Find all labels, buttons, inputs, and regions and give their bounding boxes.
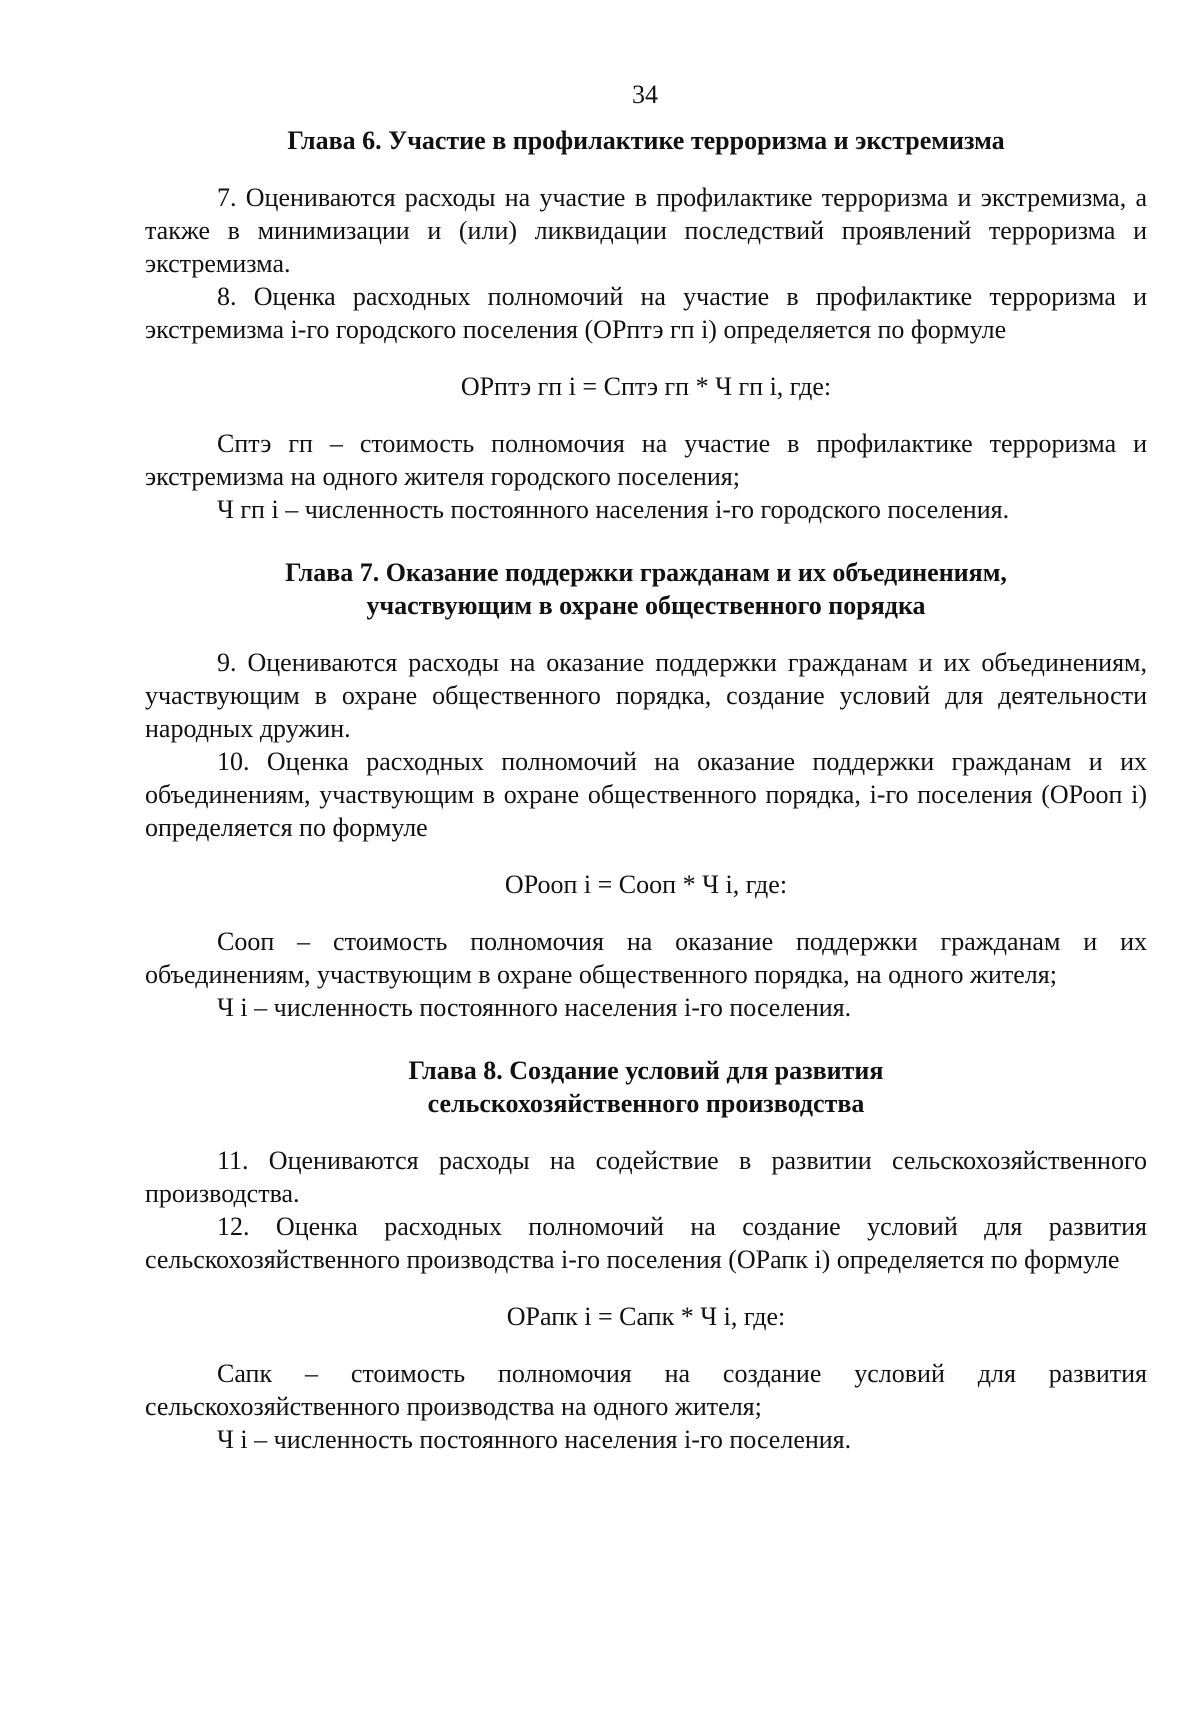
chapter-title	[145, 556, 1147, 622]
chapter-title-line: Глава 6. Участие в профилактике терроризма и экстремизма	[287, 126, 1005, 155]
chapter-8	[145, 1054, 1147, 1456]
chapter-title	[145, 1054, 1147, 1120]
paragraph-12: 12. Оценка расходных полномочий на создание условий для развития сельскохозяйственного производства i-го поселения (ОРапк i) определяется по формуле	[145, 1212, 1147, 1274]
chapter-title	[145, 124, 1147, 157]
chapter-7	[145, 556, 1147, 1024]
page-number: 34	[632, 80, 658, 109]
definition-paragraph: Ч гп i – численность постоянного населения i-го городского поселения.	[217, 495, 1010, 524]
definition-paragraph: Ч i – численность постоянного населения i-го поселения.	[217, 993, 852, 1022]
definition-paragraph: Ч i – численность постоянного населения i-го поселения.	[217, 1425, 852, 1454]
paragraph-11: 11. Оцениваются расходы на содействие в развитии сельскохозяйственного производства.	[145, 1146, 1147, 1208]
paragraph-9: 9. Оцениваются расходы на оказание поддержки гражданам и их объединениям, участвующим в охране общественного порядка, создание условий для деятельности народных дружин.	[145, 648, 1147, 743]
paragraph-7: 7. Оцениваются расходы на участие в профилактике терроризма и экстремизма, а также в минимизации и (или) ликвидации последствий проявлений терроризма и экстремизма.	[145, 183, 1147, 278]
chapter-title-line: Глава 8. Создание условий для развития	[408, 1056, 884, 1085]
chapter-title-line: сельскохозяйственного производства	[427, 1089, 865, 1118]
definition-paragraph: Сапк – стоимость полномочия на создание условий для развития сельскохозяйственного производства на одного жителя;	[145, 1359, 1147, 1421]
formula: ОРапк i = Сапк * Ч i, где:	[506, 1302, 786, 1331]
definition-paragraph: Сптэ гп – стоимость полномочия на участие в профилактике терроризма и экстремизма на одного жителя городского поселения;	[145, 429, 1147, 491]
chapter-title-line: Глава 7. Оказание поддержки гражданам и их объединениям,	[285, 558, 1007, 587]
paragraph-10: 10. Оценка расходных полномочий на оказание поддержки гражданам и их объединениям, участвующим в охране общественного порядка, i-го поселения (ОРооп i) определяется по формуле	[145, 747, 1147, 842]
formula: ОРооп i = Сооп * Ч i, где:	[504, 870, 788, 899]
document-body	[145, 124, 1147, 1456]
formula: ОРптэ гп i = Сптэ гп * Ч гп i, где:	[460, 372, 832, 401]
paragraph-8: 8. Оценка расходных полномочий на участие в профилактике терроризма и экстремизма i-го городского поселения (ОРптэ гп i) определяется по формуле	[145, 282, 1147, 344]
chapter-title-line: участвующим в охране общественного порядка	[366, 591, 926, 620]
chapter-6	[145, 124, 1147, 526]
definition-paragraph: Сооп – стоимость полномочия на оказание поддержки гражданам и их объединениям, участвующим в охране общественного порядка, на одного жителя;	[145, 927, 1147, 989]
